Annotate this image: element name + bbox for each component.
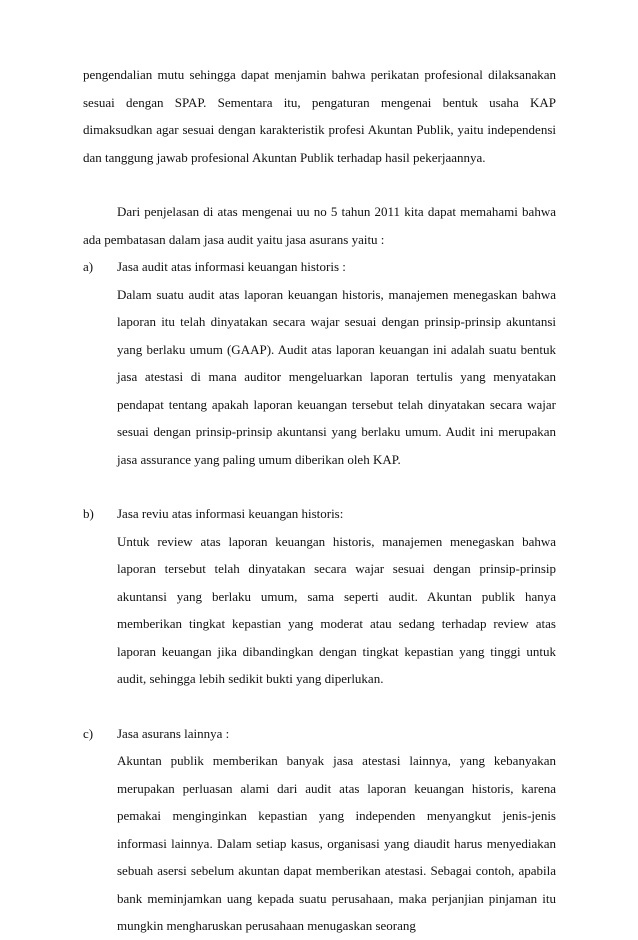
list-item-title: Jasa reviu atas informasi keuangan historis: xyxy=(117,506,344,521)
list-item-letter: a) xyxy=(83,259,94,274)
list-item-body: Dalam suatu audit atas laporan keuangan historis, manajemen menegaskan bahwa laporan itu telah dinyatakan secara wajar sesuai dengan prinsip-prinsip akuntansi yang berlaku umum (GAAP). Audit atas laporan keuangan ini adalah suatu bentuk jasa atestasi di mana auditor mengeluarkan laporan tertulis yang menyatakan pendapat tentang apakah laporan keuangan tersebut telah dinyatakan secara wajar sesuai dengan prinsip-prinsip akuntansi yang berlaku umum. Audit ini merupakan jasa assurance yang paling umum diberikan oleh KAP. xyxy=(117,286,556,467)
list-item-title: Jasa audit atas informasi keuangan historis : xyxy=(117,259,346,274)
list-item-c xyxy=(83,720,556,940)
paragraph-continuation: pengendalian mutu sehingga dapat menjamin bahwa perikatan profesional dilaksanakan sesuai dengan SPAP. Sementara itu, pengaturan mengenai bentuk usaha KAP dimaksudkan agar sesuai dengan karakteristik profesi Akuntan Publik, yaitu independensi dan tanggung jawab profesional Akuntan Publik terhadap hasil pekerjaannya. xyxy=(83,67,556,165)
paragraph-intro: Dari penjelasan di atas mengenai uu no 5 tahun 2011 kita dapat memahami bahwa ada pembatasan dalam jasa audit yaitu jasa asurans yaitu : xyxy=(83,204,556,247)
list-item-a xyxy=(83,253,556,473)
paragraph-gap xyxy=(83,473,556,500)
list-item-title: Jasa asurans lainnya : xyxy=(117,725,230,741)
list-item-heading xyxy=(83,720,556,748)
list-item-letter: b) xyxy=(83,506,94,521)
list-item-body: Untuk review atas laporan keuangan historis, manajemen menegaskan bahwa laporan tersebut telah dinyatakan secara wajar sesuai dengan prinsip-prinsip akuntansi yang berlaku umum, sama seperti audit. Akuntan publik hanya memberikan tingkat kepastian yang moderat atau sedang terhadap review atas laporan keuangan jika dibandingkan dengan tingkat kepastian yang tinggi untuk audit, sehingga lebih sedikit bukti yang diperlukan. xyxy=(117,533,556,686)
list-item-body: Akuntan publik memberikan banyak jasa atestasi lainnya, yang kebanyakan merupakan perluasan alami dari audit atas laporan keuangan historis, karena pemakai menginginkan kepastian yang independen menyangkut jenis-jenis informasi lainnya. Dalam setiap kasus, organisasi yang diaudit harus menyediakan sebuah asersi sebelum akuntan dapat memberikan atestasi. Sebagai contoh, apabila bank meminjamkan uang kepada suatu perusahaan, maka perjanjian pinjaman itu mungkin mengharuskan perusahaan menugaskan seorang xyxy=(117,753,556,933)
list-item-b xyxy=(83,500,556,693)
document-body xyxy=(83,61,556,940)
list-item-heading xyxy=(83,500,556,528)
paragraph-gap xyxy=(83,693,556,720)
paragraph-gap xyxy=(83,171,556,198)
list-item-letter: c) xyxy=(83,725,94,741)
list-item-heading xyxy=(83,253,556,281)
